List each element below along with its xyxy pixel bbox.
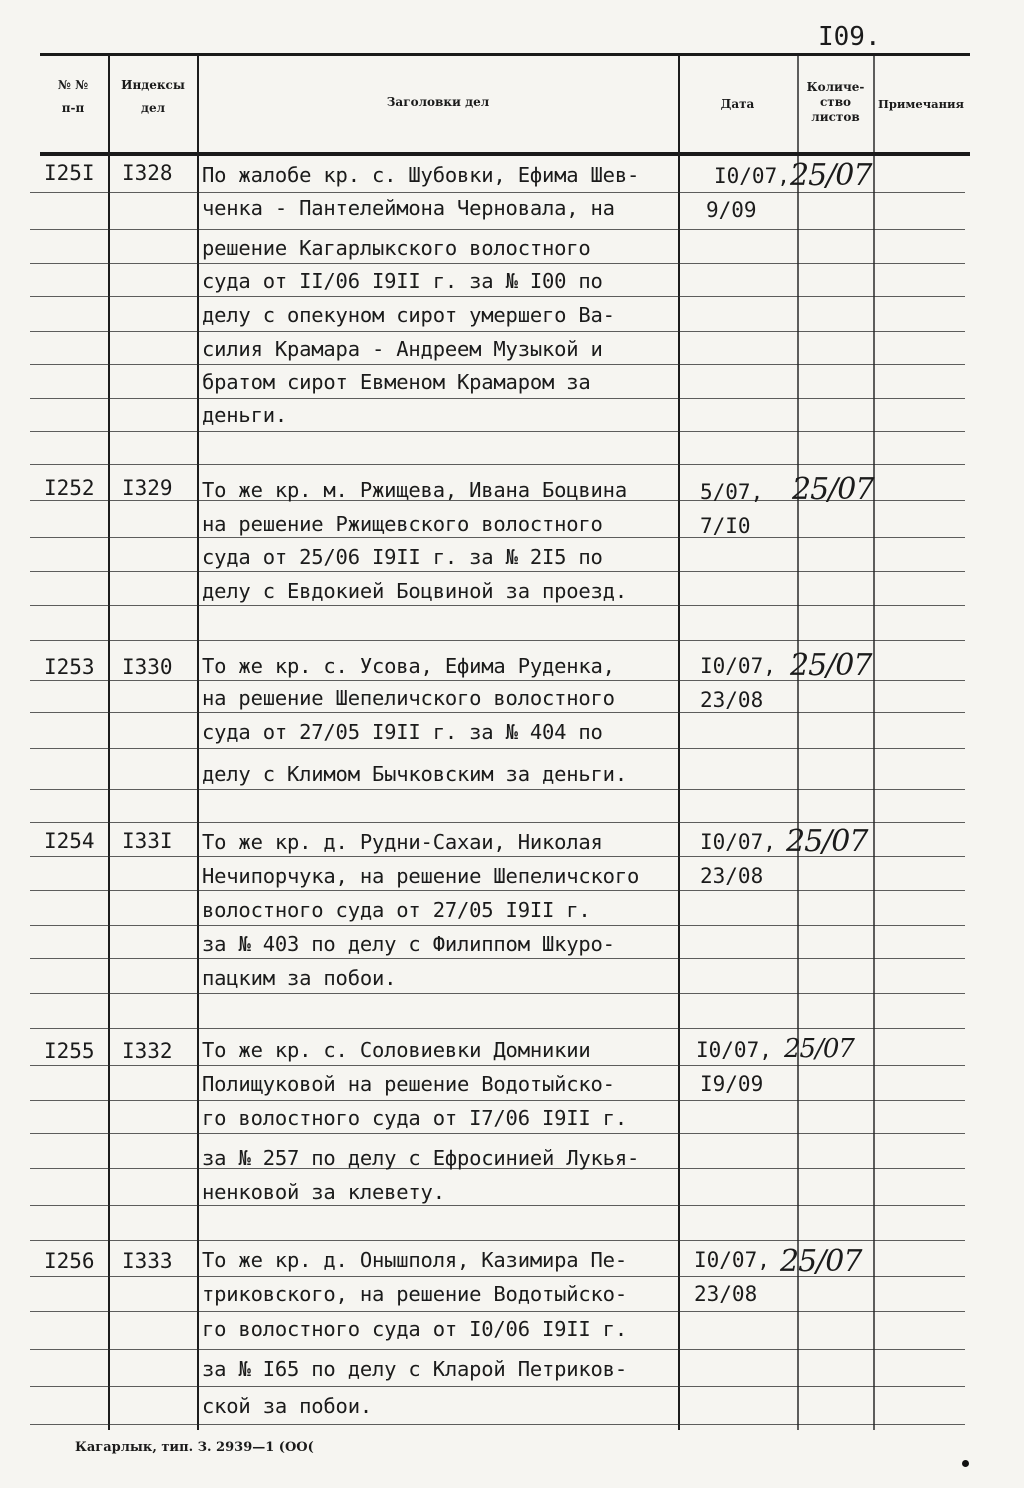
header-number-line2: п-п [61,101,85,115]
ink-dot [962,1460,969,1467]
entry-number: I256 [44,1249,95,1273]
header-index-line2: дел [140,101,166,115]
ruled-line [30,1205,965,1206]
header-sheets-line2: ство [819,95,852,109]
entry-title-line: волостного суда от 27/05 I9II г. [202,898,591,922]
entry-date-start: 5/07, [700,480,764,504]
header-sheets-line3: листов [811,110,860,124]
header-date: Дата [720,97,755,111]
column-divider-sheets [873,55,875,1430]
entry-title-line: на решение Шепеличского волостного [202,686,615,710]
entry-date-start: I0/07, [694,1248,770,1272]
ruled-line [30,640,965,641]
entry-title-line: Нечипорчука, на решение Шепеличского [202,864,640,888]
entry-title-line: го волостного суда от I7/06 I9II г. [202,1106,627,1130]
ruled-line [30,890,965,891]
table-header-rule [40,152,970,156]
entry-date-start: I0/07, [700,830,776,854]
entry-title-line: То же кр. с. Соловиевки Домникии [202,1038,591,1062]
entry-title-line: го волостного суда от I0/06 I9II г. [202,1317,627,1341]
entry-number: I25I [44,161,95,185]
column-divider-title [678,55,680,1430]
table-top-rule [40,53,970,56]
entry-title-line: братом сирот Евменом Крамаром за [202,370,591,394]
ruled-line [30,1349,965,1350]
entry-title-line: То же кр. д. Онышполя, Казимира Пе- [202,1248,627,1272]
entry-date-start: I0/07, [714,164,790,188]
ruled-line [30,958,965,959]
entry-title-line: триковского, на решение Водотыйско- [202,1282,627,1306]
header-titles: Заголовки дел [386,95,490,109]
entry-number: I253 [44,655,95,679]
entry-title-line: за № 403 по делу с Филиппом Шкуро- [202,932,615,956]
entry-title-line: ской за побои. [202,1394,372,1418]
column-divider-index [197,55,199,1430]
ruled-line [30,605,965,606]
entry-date-end: 9/09 [706,198,757,222]
column-divider-date [797,55,799,1430]
ruled-line [30,263,965,264]
ruled-line [30,229,965,230]
ruled-line [30,1100,965,1101]
entry-sheets-handwritten: 25/07 [784,1034,854,1064]
entry-title-line: ченка - Пантелеймона Черновала, на [202,196,615,220]
entry-title-line: делу с Евдокией Боцвиной за проезд. [202,579,627,603]
entry-sheets-handwritten: 25/07 [786,824,868,859]
ruled-line [30,571,965,572]
entry-index: I330 [122,655,173,679]
header-sheets [798,80,873,125]
ruled-line [30,464,965,465]
ruled-line [30,331,965,332]
entry-date-end: 23/08 [694,1282,758,1306]
entry-sheets-handwritten: 25/07 [792,472,874,507]
entry-number: I254 [44,829,95,853]
entry-title-line: То же кр. д. Рудни-Сахаи, Николая [202,830,603,854]
entry-number: I252 [44,476,95,500]
entry-date-end: 23/08 [700,688,764,712]
ruled-line [30,748,965,749]
entry-index: I332 [122,1039,173,1063]
entry-title-line: То же кр. м. Ржищева, Ивана Боцвина [202,478,627,502]
entry-title-line: на решение Ржищевского волостного [202,512,603,536]
ruled-line [30,1386,965,1387]
entry-title-line: за № I65 по делу с Кларой Петриков- [202,1357,627,1381]
ruled-line [30,296,965,297]
ruled-line [30,1240,965,1241]
ruled-line [30,789,965,790]
entry-date-end: 23/08 [700,864,764,888]
entry-title-line: делу с опекуном сирот умершего Ва- [202,303,615,327]
header-notes: Примечания [877,97,965,111]
entry-title-line: ненковой за клевету. [202,1180,445,1204]
ruled-line [30,925,965,926]
entry-index: I33I [122,829,173,853]
ruled-line [30,1311,965,1312]
ruled-line [30,1424,965,1425]
header-number-line1: № № [57,78,89,92]
entry-title-line: суда от II/06 I9II г. за № I00 по [202,269,603,293]
ruled-line [30,993,965,994]
ruled-line [30,1133,965,1134]
entry-title-line: за № 257 по делу с Ефросинией Лукья- [202,1146,640,1170]
entry-title-line: решение Кагарлыкского волостного [202,236,591,260]
entry-title-line: силия Крамара - Андреем Музыкой и [202,337,603,361]
entry-date-start: I0/07, [700,654,776,678]
entry-index: I329 [122,476,173,500]
entry-date-start: I0/07, [696,1038,772,1062]
entry-sheets-handwritten: 25/07 [790,648,872,683]
header-number [42,76,104,118]
header-index [112,76,194,118]
header-index-line1: Индексы [121,78,185,92]
entry-title-line: По жалобе кр. с. Шубовки, Ефима Шев- [202,163,640,187]
ruled-line [30,822,965,823]
entry-title-line: пацким за побои. [202,966,397,990]
entry-title-line: Полищуковой на решение Водотыйско- [202,1072,615,1096]
entry-title-line: делу с Климом Бычковским за деньги. [202,762,627,786]
column-divider-num [108,55,110,1430]
entry-sheets-handwritten: 25/07 [780,1244,862,1279]
ruled-line [30,431,965,432]
ruled-line [30,537,965,538]
ruled-line [30,364,965,365]
ruled-line [30,712,965,713]
entry-title-line: суда от 27/05 I9II г. за № 404 по [202,720,603,744]
entry-title-line: суда от 25/06 I9II г. за № 2I5 по [202,545,603,569]
entry-title-line: То же кр. с. Усова, Ефима Руденка, [202,654,615,678]
page-number: I09. [818,22,881,52]
entry-date-end: I9/09 [700,1072,764,1096]
printer-imprint: Кагарлык, тип. З. 2939—1 (ОО( [75,1440,314,1455]
entry-index: I333 [122,1249,173,1273]
entry-index: I328 [122,161,173,185]
ruled-line [30,398,965,399]
header-sheets-line1: Количе- [806,80,865,94]
entry-sheets-handwritten: 25/07 [790,158,872,193]
entry-date-end: 7/I0 [700,514,751,538]
entry-number: I255 [44,1039,95,1063]
entry-title-line: деньги. [202,403,287,427]
ruled-line [30,1028,965,1029]
